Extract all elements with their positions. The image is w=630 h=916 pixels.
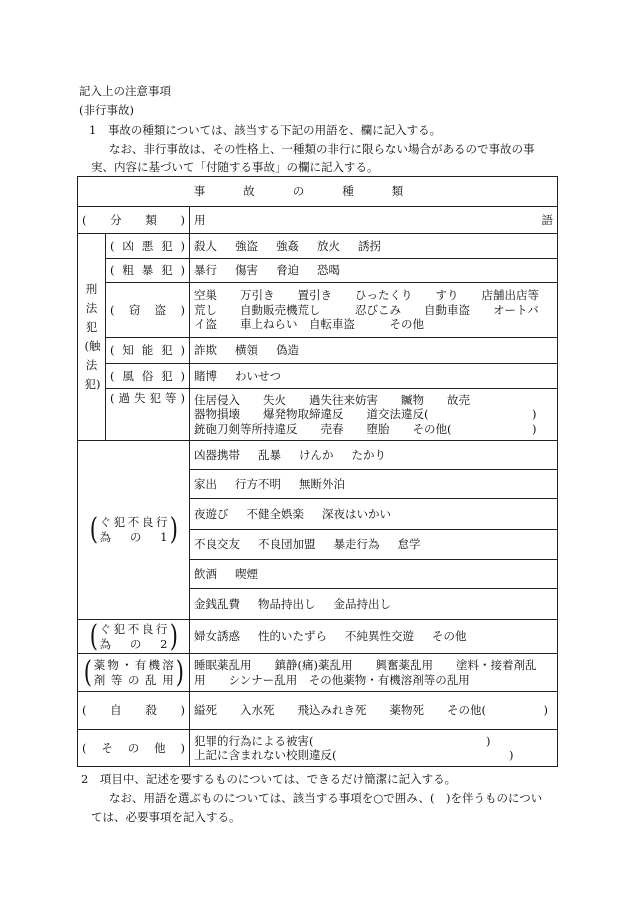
term: けんか	[299, 447, 334, 462]
term: 喫煙	[235, 566, 258, 581]
term: わいせつ	[235, 368, 281, 383]
category-guhan2: ( ぐ犯不良行為の2 )	[78, 620, 190, 654]
penal-code-label: 刑法犯(触法犯)	[84, 282, 101, 391]
term: 乱暴	[258, 447, 281, 462]
term-line: 上記に含まれない校則違反( )	[194, 748, 514, 762]
terms-guhan1-row1	[190, 441, 558, 470]
term-line: 銃砲刀剣等所持違反 売春 堕胎 その他( )	[194, 421, 537, 436]
term: 深夜はいかい	[322, 506, 391, 521]
term: 物品持出し	[258, 596, 316, 611]
terms-jisatsu: 縊死 入水死 飛込みれき死 薬物死 その他( )	[190, 692, 558, 730]
term-line: 犯罪的行為による被害( )	[194, 733, 491, 748]
term: 家出	[194, 476, 217, 491]
term-line: 空巣 万引き 置引き ひったくり すり 店舗出店等	[194, 288, 539, 303]
term: 脅迫	[276, 263, 299, 278]
term: 暴行	[194, 263, 217, 278]
terms-guhan1-row6	[190, 589, 558, 620]
category-settou: (窃盗)	[106, 283, 190, 338]
category-kyoaku: (凶悪犯)	[106, 234, 190, 259]
term: 賭博	[194, 368, 217, 383]
term-line: イ盗 車上ねらい 自転車盗 その他	[194, 317, 424, 332]
term: 詐欺	[194, 343, 217, 358]
terms-yakubutsu	[190, 654, 558, 692]
term: 強姦	[276, 238, 299, 253]
term: 強盗	[235, 238, 258, 253]
term: 横領	[235, 343, 258, 358]
term-line: 睡眠薬乱用 鎮静(痛)薬乱用 興奮薬乱用 塗料・接着剤乱	[194, 658, 537, 672]
note2-line1: 2 項目中、記述を要するものについては、できるだけ簡潔に記入する。	[81, 772, 457, 786]
term: 不純異性交遊	[345, 629, 414, 644]
category-chinou: (知能犯)	[106, 338, 190, 364]
accident-type-table	[77, 176, 558, 767]
penal-code-category	[78, 234, 106, 441]
term: 金銭乱費	[194, 596, 240, 611]
term-line: 用 シンナー乱用 その他薬物・有機溶剤等の乱用	[194, 672, 470, 687]
term: 恐喝	[317, 263, 340, 278]
table-title: 事故の種類	[78, 177, 558, 207]
note1-line2: なお、非行事故は、その性格上、一種類の非行に限らない場合があるので事故の事	[109, 142, 535, 156]
term: 放火	[317, 238, 340, 253]
terms-guhan1-row3	[190, 499, 558, 530]
term: 暴走行為	[333, 537, 380, 552]
category-fuuzoku: (風俗犯)	[106, 364, 190, 389]
term: 婦女誘惑	[194, 629, 240, 644]
term: 飲酒	[194, 566, 217, 581]
note2-line3: ては、必要事項を記入する。	[91, 810, 241, 824]
term: たかり	[351, 447, 386, 462]
column-header-term: 用語	[190, 207, 558, 234]
heading: 記入上の注意事項	[79, 84, 171, 98]
terms-guhan1-row4	[190, 530, 558, 560]
term: その他	[432, 629, 467, 644]
category-sobou: (粗暴犯)	[106, 259, 190, 283]
terms-sobou	[190, 259, 558, 283]
terms-fuuzoku	[190, 364, 558, 389]
category-guhan1-label: ぐ犯不良行為の1	[99, 515, 168, 544]
term: 殺人	[194, 238, 217, 253]
term-line: 住居侵入 失火 過失往来妨害 贓物 故売	[194, 392, 470, 407]
term: 誘拐	[358, 238, 381, 253]
term: 行方不明	[235, 476, 281, 491]
term: 夜遊び	[194, 506, 229, 521]
category-jisatsu: (自殺)	[78, 692, 190, 730]
category-guhan1: ( ぐ犯不良行為の1 )	[78, 441, 190, 620]
category-guhan2-label: ぐ犯不良行為の2	[99, 621, 168, 651]
subheading: (非行事故)	[79, 103, 134, 117]
terms-guhan1-row2	[190, 470, 558, 499]
terms-guhan2	[190, 620, 558, 654]
category-kashitsu: (過失犯等)	[106, 389, 190, 441]
term: 凶器携帯	[194, 447, 240, 462]
term: 無断外泊	[299, 476, 345, 491]
note2-line2: なお、用語を選ぶものについては、該当する事項を○で囲み、( )を伴うものについ	[109, 791, 543, 805]
terms-sonota	[190, 730, 558, 767]
term-line: 荒し 自動販売機荒し 忍びこみ 自動車盗 オートバ	[194, 302, 539, 317]
term: 傷害	[235, 263, 258, 278]
term: 不健全娯楽	[246, 506, 304, 521]
category-yakubutsu-label: 薬物・有機溶剤等の乱用	[93, 657, 174, 687]
terms-chinou	[190, 338, 558, 364]
category-sonota: (その他)	[78, 730, 190, 767]
term-line: 器物損壊 爆発物取締違反 道交法違反( )	[194, 407, 537, 422]
term: 性的いたずら	[258, 629, 327, 644]
terms-kyoaku	[190, 234, 558, 259]
category-yakubutsu: ( 薬物・有機溶剤等の乱用 )	[78, 654, 190, 692]
term: 不良交友	[194, 537, 240, 552]
terms-guhan1-row5	[190, 560, 558, 589]
note1-line3: 実、内容に基づいて「付随する事故」の欄に記入する。	[91, 160, 379, 174]
term: 怠学	[397, 537, 421, 552]
terms-settou	[190, 283, 558, 338]
term: 金品持出し	[333, 596, 391, 611]
terms-kashitsu	[190, 389, 558, 441]
column-header-category: (分類)	[78, 207, 190, 234]
term: 偽造	[276, 343, 299, 358]
note1-line1: 1 事故の種類については、該当する下記の用語を、欄に記入する。	[89, 123, 442, 137]
term: 不良団加盟	[258, 537, 316, 552]
